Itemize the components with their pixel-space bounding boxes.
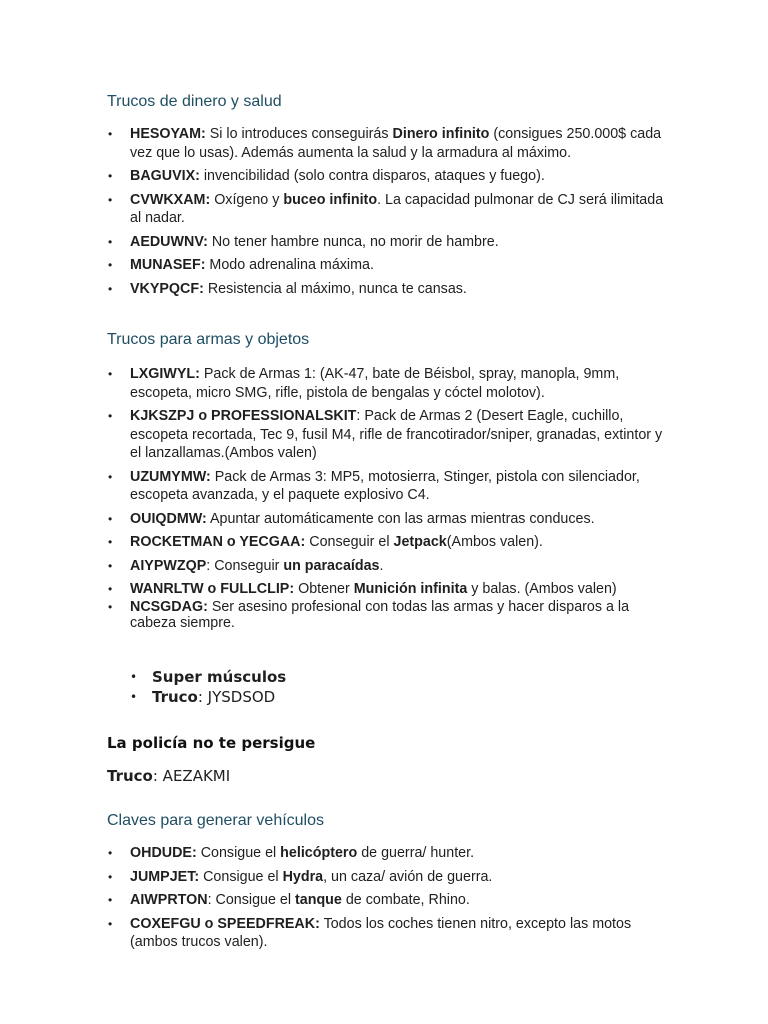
list-item: • JUMPJET: Consigue el Hydra, un caza/ avión de guerra. [130, 868, 668, 887]
cheat-title: Super músculos [152, 668, 287, 686]
cheat-list [0, 844, 768, 952]
cheat-code: AIWPRTON [130, 892, 208, 908]
truco-value: : AEZAKMI [152, 767, 231, 785]
list-item: • HESOYAM: Si lo introduces conseguirás Dinero infinito (consigues 250.000$ cada vez que lo usas). Además aumenta la salud y la armadura al máximo. [130, 125, 668, 162]
list-item: • KJKSZPJ o PROFESSIONALSKIT: Pack de Armas 2 (Desert Eagle, cuchillo, escopeta recortada, Tec 9, fusil M4, rifle de francotirador/sniper, granadas, extintor y el lanzallamas.(Ambos valen) [130, 407, 668, 463]
cheat-code: NCSGDAG: [130, 598, 208, 615]
section-vehicles [0, 811, 768, 957]
cheat-code: JUMPJET: [130, 868, 200, 885]
list-item: • NCSGDAG: Ser asesino profesional con todas las armas y hacer disparos a la cabeza siempre. [130, 599, 668, 631]
cheat-list [0, 365, 768, 631]
cheat-code: OUIQDMW: [130, 510, 207, 527]
cheat-code: VKYPQCF: [130, 280, 204, 297]
section-super-muscles [0, 667, 768, 707]
list-item: • LXGIWYL: Pack de Armas 1: (AK-47, bate de Béisbol, spray, manopla, 9mm, escopeta, micro SMG, rifle, pistola de bengalas y cóctel molotov). [130, 365, 668, 402]
list-item: • MUNASEF: Modo adrenalina máxima. [130, 256, 668, 275]
list-item: • OHDUDE: Consigue el helicóptero de guerra/ hunter. [130, 844, 668, 863]
list-item: • WANRLTW o FULLCLIP: Obtener Munición infinita y balas. (Ambos valen) [130, 580, 668, 599]
list-item [152, 667, 768, 687]
section-heading: La policía no te persigue [107, 734, 316, 752]
section-money-health [0, 92, 768, 303]
section-heading: Trucos de dinero y salud [107, 93, 282, 110]
cheat-code: ROCKETMAN o YECGAA: [130, 534, 306, 550]
list-item: • ROCKETMAN o YECGAA: Conseguir el Jetpack(Ambos valen). [130, 533, 668, 552]
list-item: • VKYPQCF: Resistencia al máximo, nunca te cansas. [130, 280, 668, 299]
list-item: • OUIQDMW: Apuntar automáticamente con las armas mientras conduces. [130, 510, 668, 529]
section-police [0, 733, 768, 786]
truco-value: : JYSDSOD [197, 688, 276, 706]
cheat-code: BAGUVIX: [130, 168, 200, 184]
list-item: • UZUMYMW: Pack de Armas 3: MP5, motosierra, Stinger, pistola con silenciador, escopeta avanzada, y el paquete explosivo C4. [130, 468, 668, 505]
cheat-code: WANRLTW o FULLCLIP: [130, 581, 295, 597]
list-item: • AIWPRTON: Consigue el tanque de combate, Rhino. [130, 891, 668, 910]
cheat-code: COXEFGU o SPEEDFREAK: [130, 915, 320, 932]
cheat-code: UZUMYMW: [130, 468, 211, 485]
truco-label: Truco [107, 767, 153, 785]
cheat-code: OHDUDE: [130, 845, 197, 861]
cheat-code: KJKSZPJ o PROFESSIONALSKIT [130, 408, 357, 424]
list-item: • CVWKXAM: Oxígeno y buceo infinito. La capacidad pulmonar de CJ será ilimitada al nadar. [130, 191, 668, 228]
list-item: • COXEFGU o SPEEDFREAK: Todos los coches tienen nitro, excepto las motos (ambos trucos valen). [130, 915, 668, 952]
cheat-code: MUNASEF: [130, 257, 206, 273]
section-heading: Claves para generar vehículos [107, 812, 325, 829]
cheat-code: AIYPWZQP [130, 557, 207, 574]
truco-line [107, 766, 768, 786]
cheat-code: HESOYAM: [130, 126, 206, 142]
cheat-list [0, 667, 768, 707]
section-heading: Trucos para armas y objetos [107, 331, 310, 348]
cheat-code: LXGIWYL: [130, 366, 200, 382]
list-item: • AIYPWZQP: Conseguir un paracaídas. [130, 557, 668, 576]
section-weapons [0, 330, 768, 636]
list-item: • BAGUVIX: invencibilidad (solo contra disparos, ataques y fuego). [130, 167, 668, 186]
cheat-code: AEDUWNV: [130, 233, 208, 250]
truco-label: Truco [152, 688, 198, 706]
list-item [152, 687, 768, 707]
cheat-code: CVWKXAM: [130, 191, 211, 208]
cheat-list [0, 125, 768, 298]
list-item: • AEDUWNV: No tener hambre nunca, no morir de hambre. [130, 233, 668, 252]
